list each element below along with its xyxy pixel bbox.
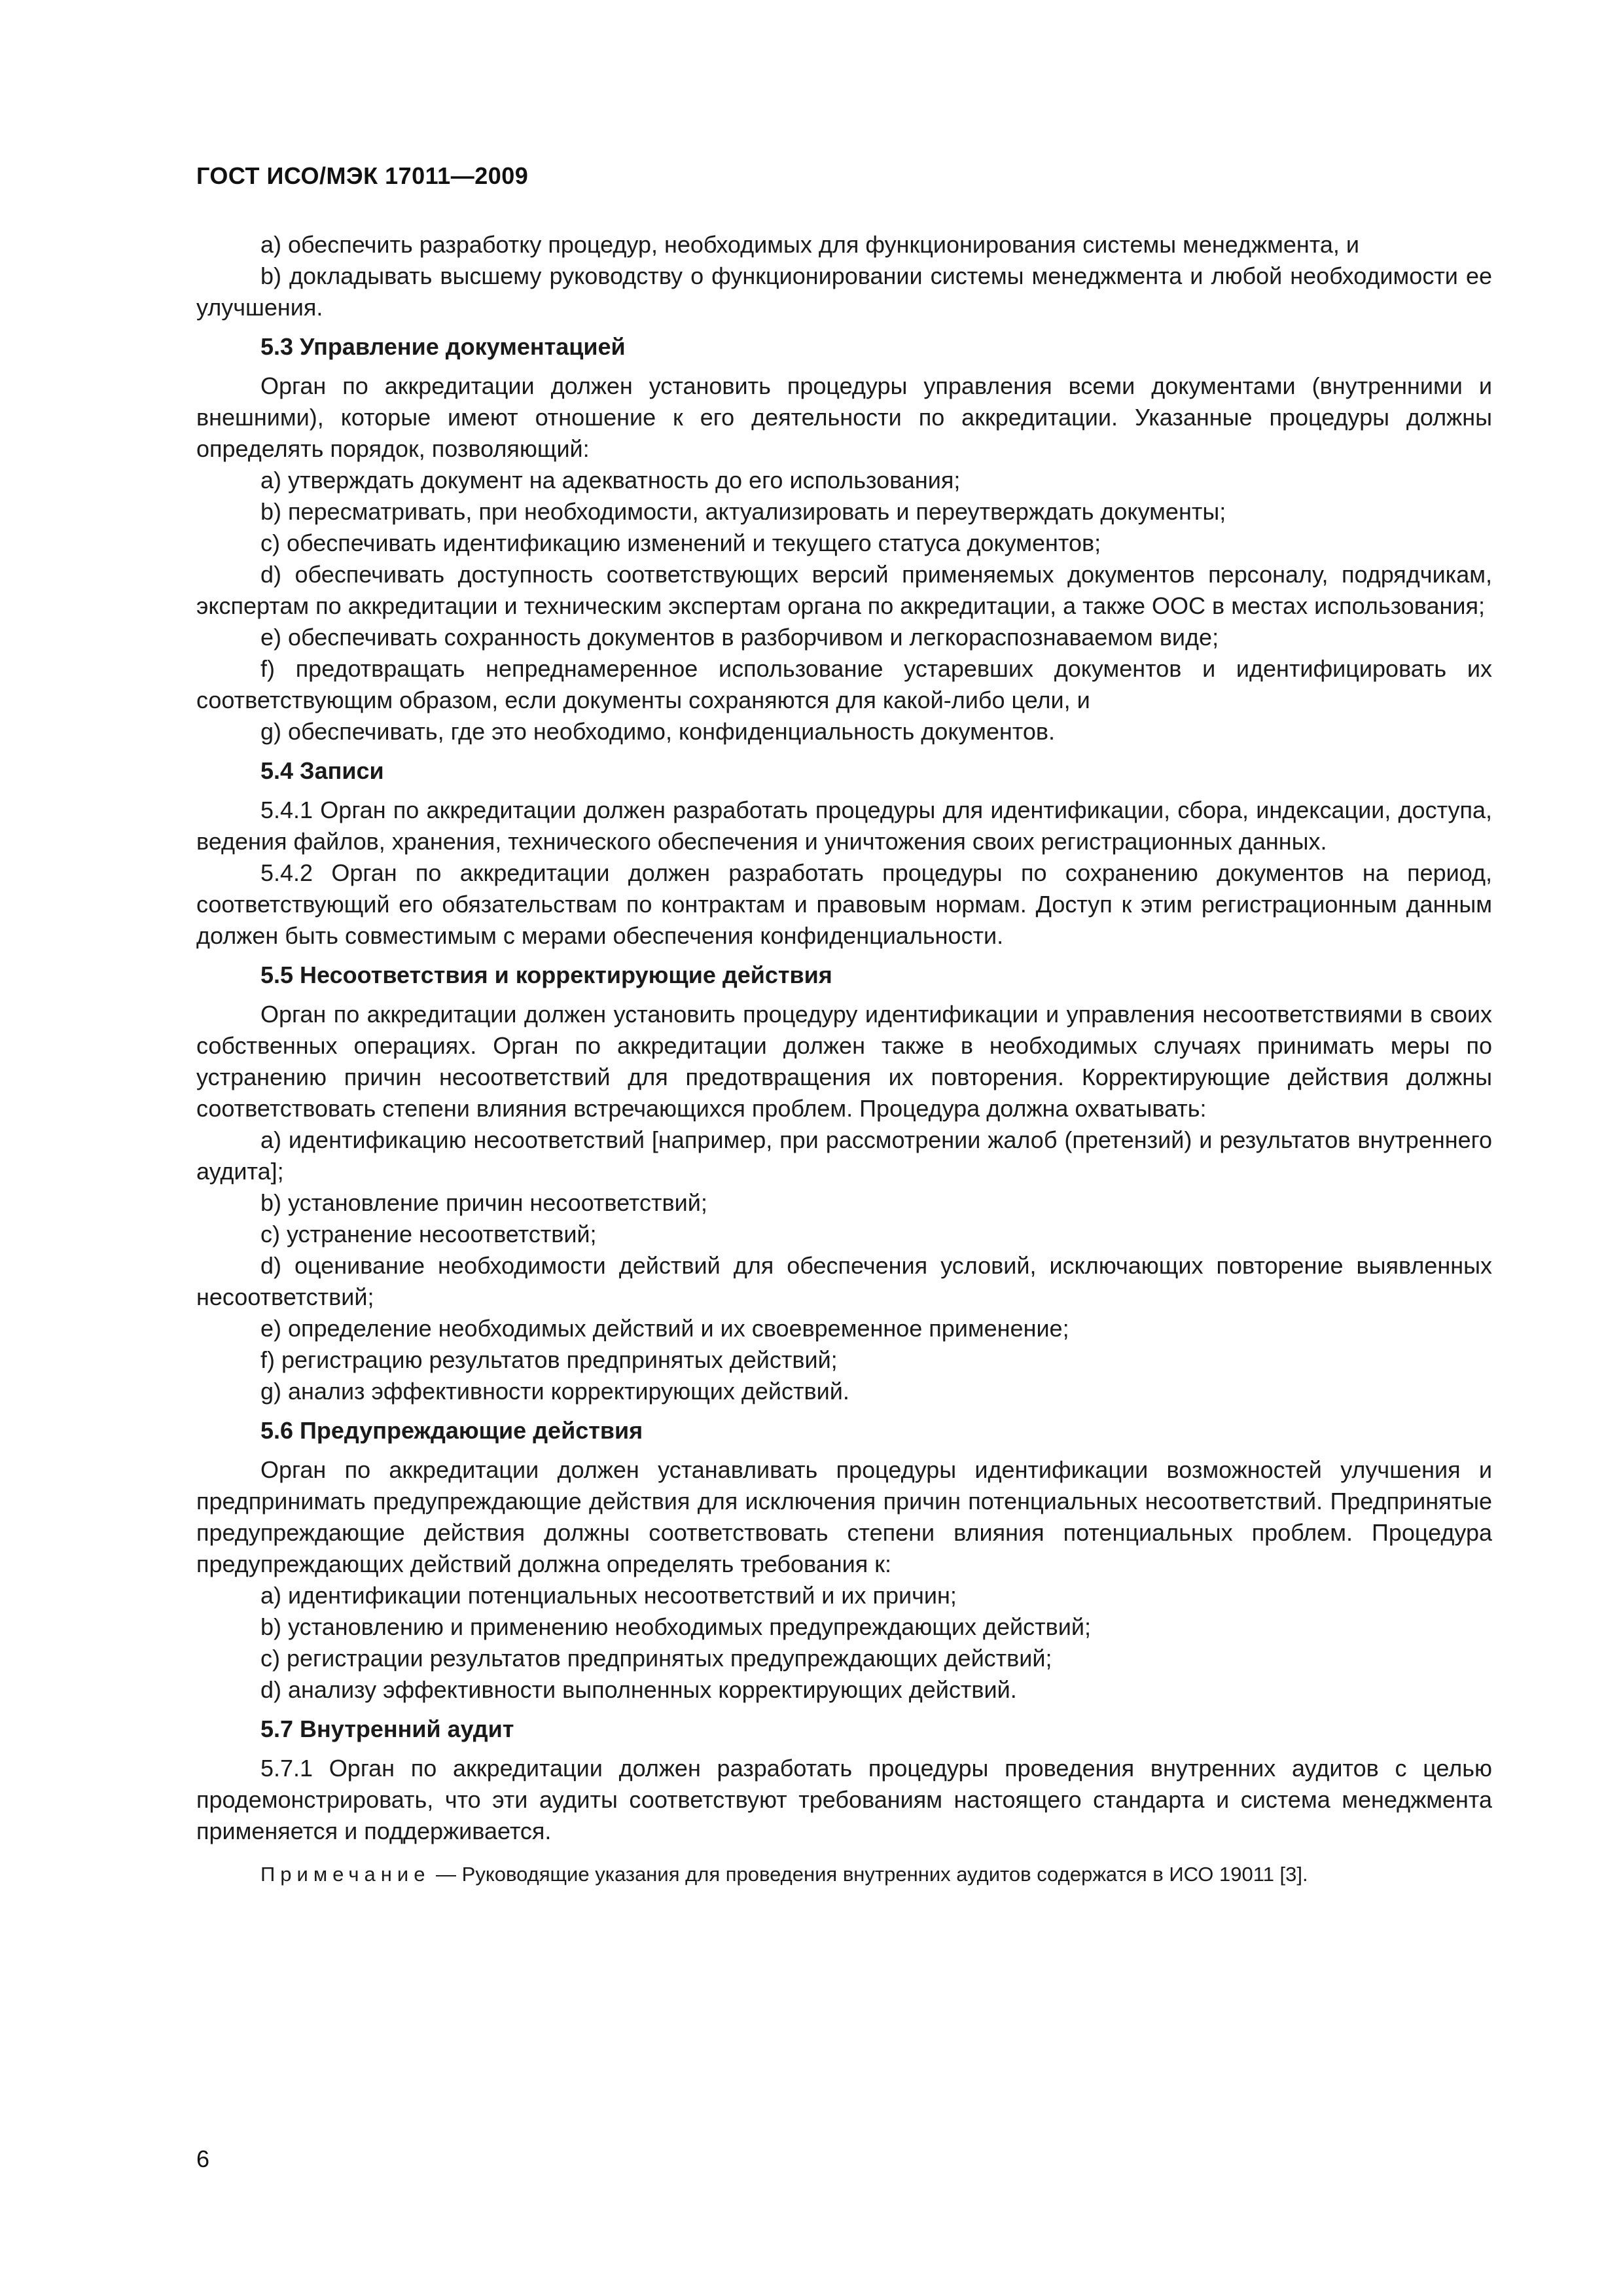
list-item-e: е) определение необходимых действий и их своевременное применение; <box>260 1315 1069 1342</box>
list-item-g: g) обеспечивать, где это необходимо, конфиденциальность документов. <box>260 718 1055 745</box>
list-item-e: е) обеспечивать сохранность документов в разборчивом и легкораспознаваемом виде; <box>260 624 1219 651</box>
list-item-g: g) анализ эффективности корректирующих действий. <box>260 1378 849 1405</box>
paragraph: Орган по аккредитации должен устанавливать процедуры идентификации возможностей улучшения и предпринимать предупреждающие действия для исключения причин потенциальных несоответствий. Предпринятые предупреждающие действия должны соответствовать степени влияния потенциальных проблем. Процедура предупреждающих действий должна определять требования к: <box>196 1456 1492 1577</box>
list-item-a: а) идентификацию несоответствий [например, при рассмотрении жалоб (претензий) и результатов внутреннего аудита]; <box>196 1126 1492 1185</box>
clause-5-4-1: 5.4.1 Орган по аккредитации должен разработать процедуры для идентификации, сбора, индексации, доступа, ведения файлов, хранения, технического обеспечения и уничтожения своих регистрационных данных. <box>196 797 1492 855</box>
list-item-f: f) предотвращать непреднамеренное использование устаревших документов и идентифицировать их соответствующим образом, если документы сохраняются для какой-либо цели, и <box>196 655 1492 713</box>
paragraph: Орган по аккредитации должен установить процедуру идентификации и управления несоответствиями в своих собственных операциях. Орган по аккредитации должен также в необходимых случаях принимать меры по устранению причин несоответствий для предотвращения их повторения. Корректирующие действия должны соответствовать степени влияния встречающихся проблем. Процедура должна охватывать: <box>196 1001 1492 1122</box>
list-item-d: d) оценивание необходимости действий для обеспечения условий, исключающих повторение выявленных несоответствий; <box>196 1252 1492 1310</box>
document-page <box>196 0 1492 2296</box>
list-item-b: b) пересматривать, при необходимости, актуализировать и переутверждать документы; <box>260 498 1226 525</box>
list-item-c: с) обеспечивать идентификацию изменений и текущего статуса документов; <box>260 529 1101 556</box>
note-text: — Руководящие указания для проведения внутренних аудитов содержатся в ИСО 19011 [3]. <box>430 1863 1308 1886</box>
list-item-b: b) докладывать высшему руководству о функционировании системы менеджмента и любой необходимости ее улучшения. <box>196 262 1492 321</box>
note <box>196 1860 1492 1889</box>
list-item-d: d) обеспечивать доступность соответствующих версий применяемых документов персоналу, подрядчикам, экспертам по аккредитации и техническим экспертам органа по аккредитации, а также ООС в местах использования; <box>196 561 1492 619</box>
section-heading-5-5: 5.5 Несоответствия и корректирующие действия <box>260 961 832 988</box>
list-item-a: а) идентификации потенциальных несоответствий и их причин; <box>260 1582 957 1609</box>
list-item-b: b) установление причин несоответствий; <box>260 1189 707 1216</box>
section-heading-5-3: 5.3 Управление документацией <box>260 333 626 360</box>
list-item-f: f) регистрацию результатов предпринятых действий; <box>260 1346 838 1373</box>
list-item-a: а) утверждать документ на адекватность до его использования; <box>260 467 961 493</box>
list-item-b: b) установлению и применению необходимых предупреждающих действий; <box>260 1613 1091 1640</box>
note-label: Примечание <box>260 1863 431 1886</box>
list-item-d: d) анализу эффективности выполненных корректирующих действий. <box>260 1676 1017 1703</box>
list-item-a: а) обеспечить разработку процедур, необходимых для функционирования системы менеджмента, и <box>260 231 1359 258</box>
page-number: 6 <box>196 2145 210 2172</box>
document-header-title: ГОСТ ИСО/МЭК 17011—2009 <box>196 162 529 189</box>
document-body <box>196 229 1492 1889</box>
list-item-c: с) устранение несоответствий; <box>260 1221 597 1247</box>
section-heading-5-4: 5.4 Записи <box>260 757 384 784</box>
clause-5-7-1: 5.7.1 Орган по аккредитации должен разработать процедуры проведения внутренних аудитов с целью продемонстрировать, что эти аудиты соответствуют требованиям настоящего стандарта и система менеджмента применяется и поддерживается. <box>196 1755 1492 1844</box>
section-heading-5-6: 5.6 Предупреждающие действия <box>260 1417 643 1444</box>
paragraph: Орган по аккредитации должен установить процедуры управления всеми документами (внутренними и внешними), которые имеют отношение к его деятельности по аккредитации. Указанные процедуры должны определять порядок, позволяющий: <box>196 372 1492 462</box>
clause-5-4-2: 5.4.2 Орган по аккредитации должен разработать процедуры по сохранению документов на период, соответствующий его обязательствам по контрактам и правовым нормам. Доступ к этим регистрационным данным должен быть совместимым с мерами обеспечения конфиденциальности. <box>196 859 1492 949</box>
list-item-c: с) регистрации результатов предпринятых предупреждающих действий; <box>260 1645 1052 1672</box>
section-heading-5-7: 5.7 Внутренний аудит <box>260 1715 514 1742</box>
